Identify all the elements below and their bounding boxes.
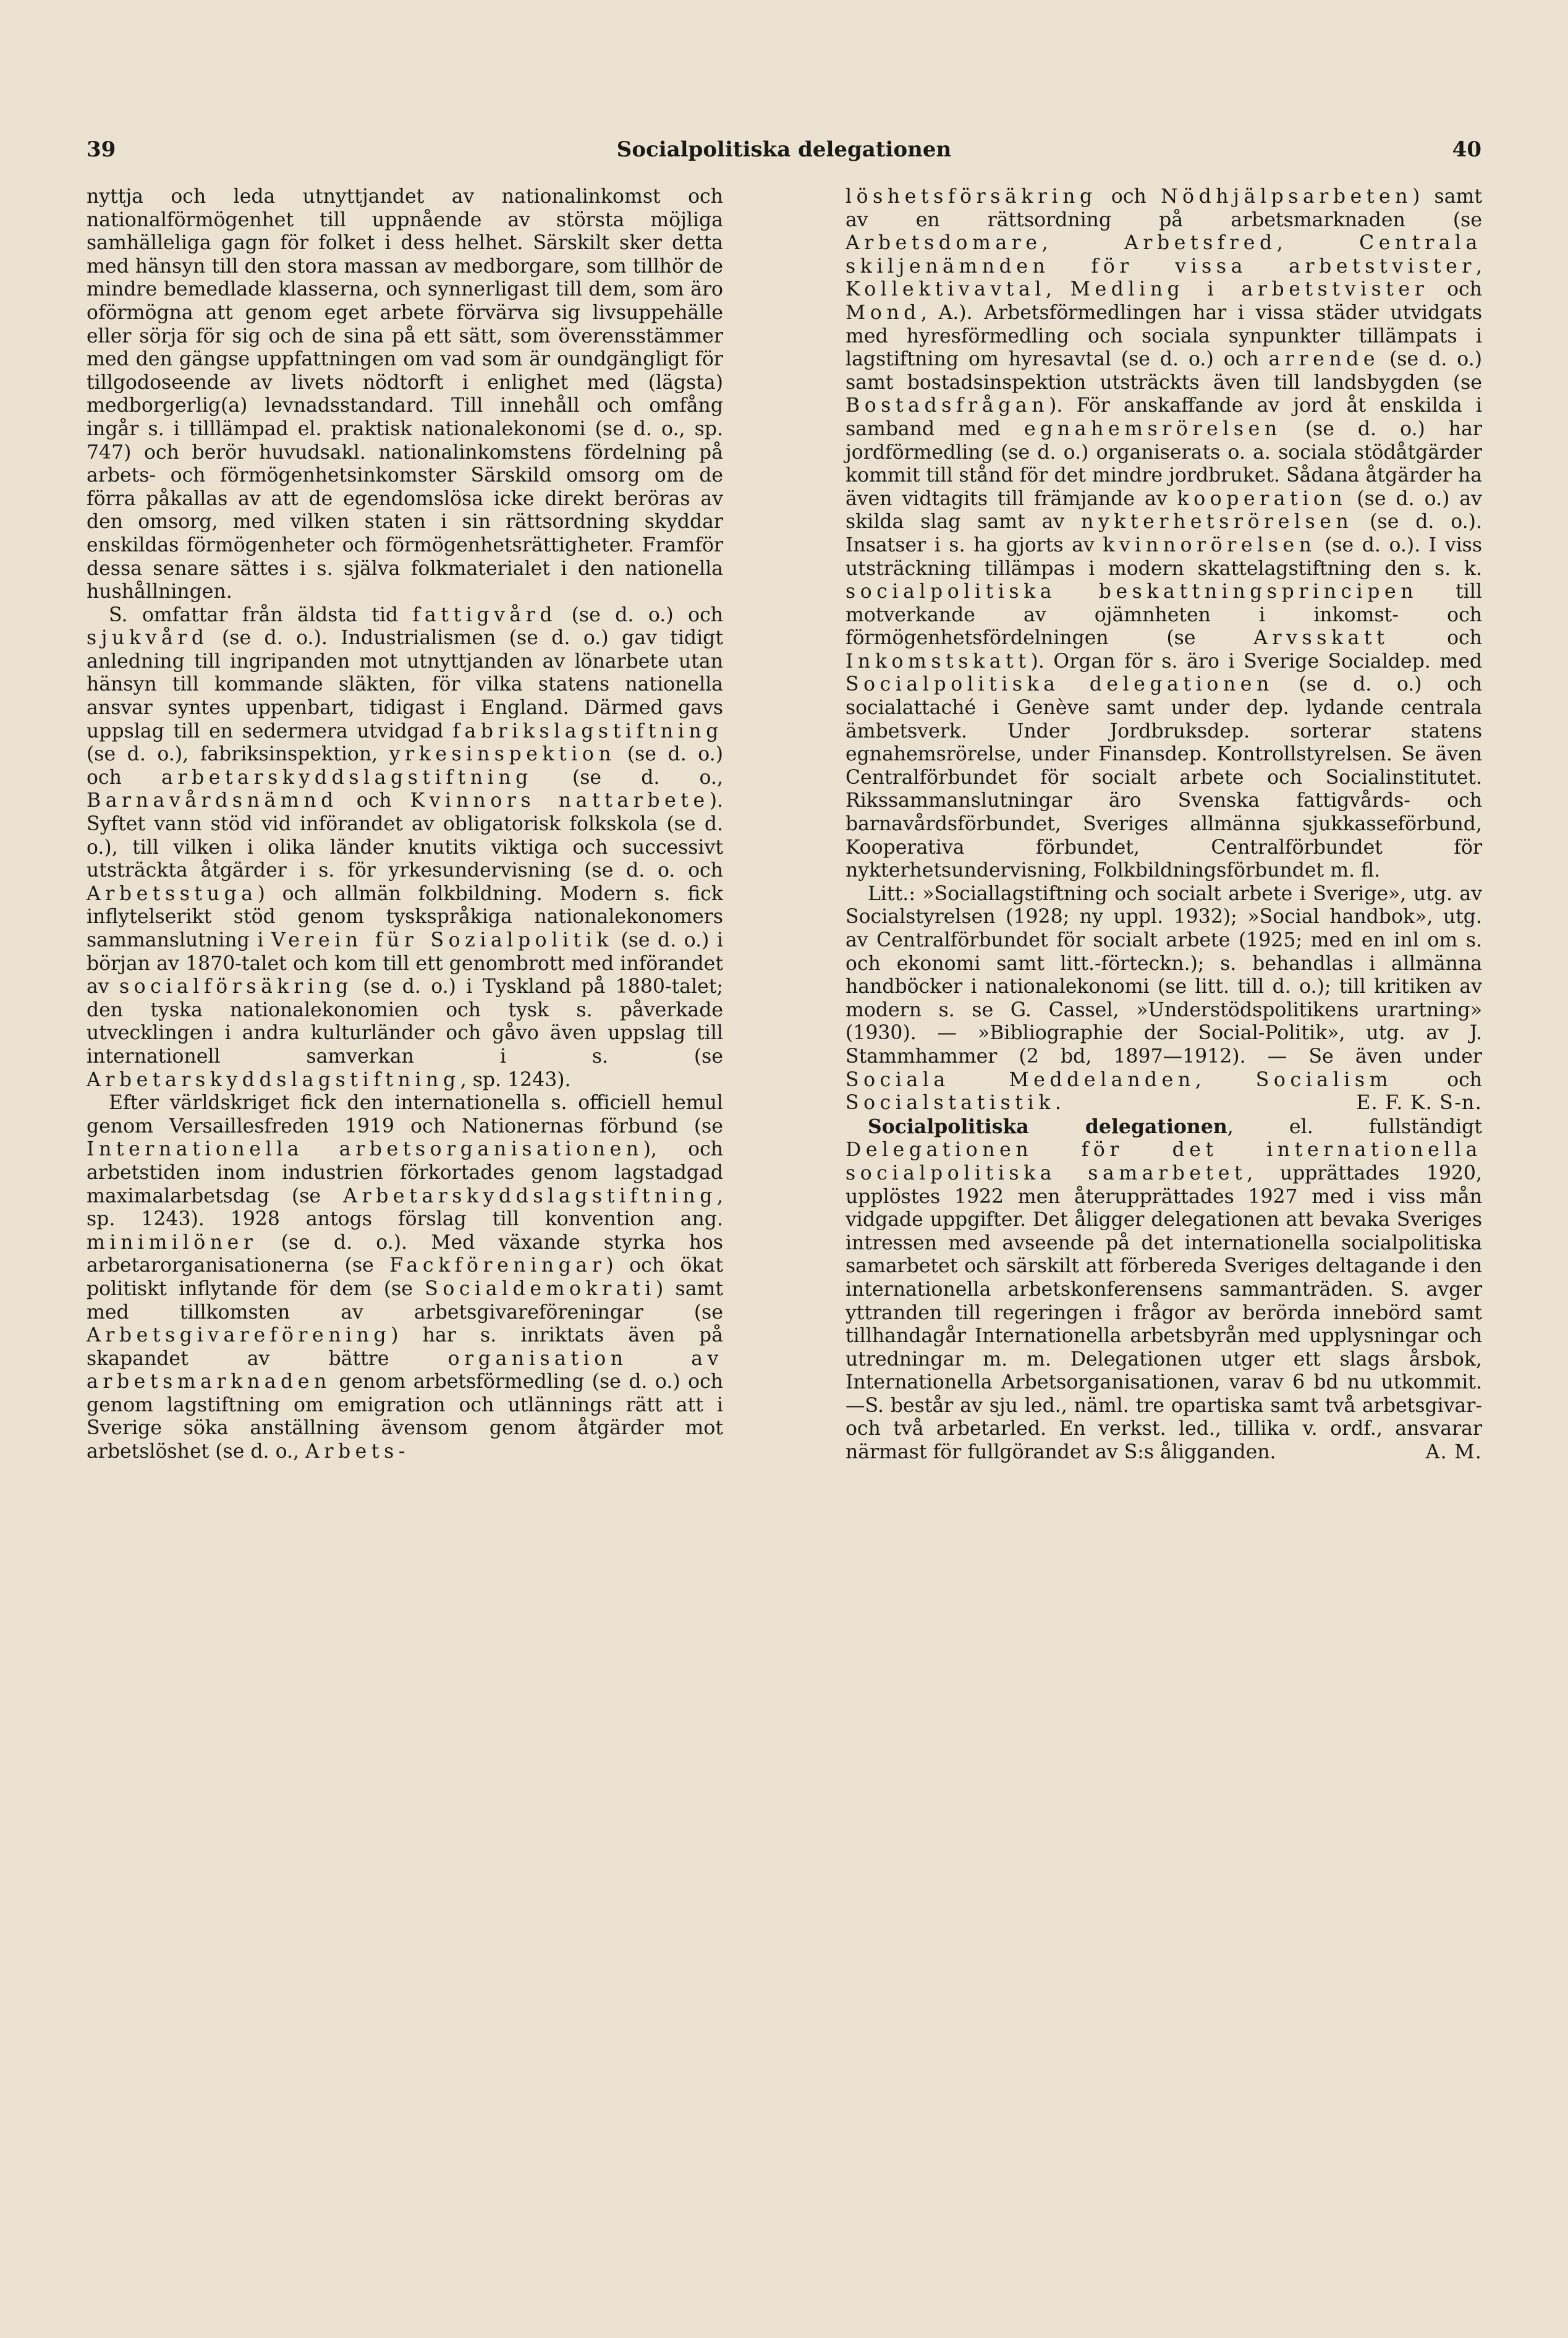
paragraph-literature: Litt.: »Sociallagstiftning och socialt arbete i Sverige», utg. av Socialstyrelsen (1928; ny uppl. 1932); »Social handbok», utg. av Centralförbundet för socialt arbete (1925; med en inl om s. och ekonomi samt litt.-förteckn.); s. behandlas i allmänna handböcker i nationalekonomi (se litt. till d. o.); till kritiken av modern s. se G. Cassel, »Understödspolitikens urartning» (1930). — »Bibliographie der Social-Politik», utg. av J. Stammhammer (2 bd, 1897—1912). — Se även under Sociala Meddelanden, Socialism och Socialstatistik. E. F. K. S-n. — [845, 882, 1482, 1115]
cross-reference: Barnavårdsnämnd — [87, 789, 338, 812]
cross-reference: organisation av arbetsmarknaden — [87, 1347, 723, 1393]
entry-socialpolitiska-delegationen: Socialpolitiska delegationen, el. fullständigt Delegationen för det internationella socialpolitiska samarbetet, upprättades 1920, upplöstes 1922 men återupprättades 1927 med i viss mån vidgade uppgifter. Det åligger delegationen att bevaka Sveriges intressen med avseende på det internationella socialpolitiska samarbetet och särskilt att förbereda Sveriges deltagande i den internationella arbetskonferensens sammanträden. S. avger yttranden till regeringen i frågor av berörda innebörd samt tillhandagår Internationella arbetsbyrån med upplysningar och utredningar m. m. Delegationen utger ett slags årsbok, Internationella Arbetsorganisationen, varav 6 bd nu utkommit. —S. består av sju led., näml. tre opartiska samt två arbetsgivar- och två arbetarled. En verkst. led., tillika v. ordf., ansvarar närmast för fullgörandet av S:s åligganden. A. M. — [845, 1115, 1482, 1464]
author-signature: A. M. — [1425, 1441, 1482, 1464]
paragraph-continued: nyttja och leda utnyttjandet av nationalinkomst och nationalförmögenhet till uppnående av största möjliga samhälleliga gagn för folket i dess helhet. Särskilt sker detta med hänsyn till den stora massan av medborgare, som tillhör de mindre bemedlade klasserna, och synnerligast till dem, som äro oförmögna att genom eget arbete förvärva sig livsuppehälle eller sörja för sig och de sina på ett sätt, som överensstämmer med den gängse uppfattningen om vad som är oundgängligt för tillgodoseende av livets nödtorft i enlighet med (lägsta) medborgerlig(a) levnadsstandard. Till innehåll och omfång ingår s. i tilllämpad el. praktisk nationalekonomi (se d. o., sp. 747) och berör huvudsakl. nationalinkomstens fördelning på arbets- och förmögenhetsinkomster Särskild omsorg om de förra påkallas av att de egendomslösa icke direkt beröras av den omsorg, med vilken staten i sin rättsordning skyddar enskildas förmögenheter och förmögenhetsrättigheter. Framför dessa senare sättes i s. själva folkmaterialet i den nationella hushållningen. — [87, 185, 723, 603]
cross-reference: fattigvård — [412, 603, 557, 626]
cross-reference: nykterhetsrörelsen — [1081, 511, 1354, 533]
cross-reference: Kollektivavtal — [845, 278, 1046, 301]
author-signature: E. F. K. S-n. — [1356, 1092, 1482, 1115]
cross-reference: Arbetsstuga — [87, 882, 258, 905]
cross-reference: fabrikslagstiftning — [452, 720, 723, 742]
cross-reference: Inkomstskatt — [845, 650, 1031, 673]
cross-reference: Socialdemokrati — [425, 1277, 656, 1300]
cross-reference: Fackföreningar — [389, 1254, 606, 1277]
cross-reference: löshetsförsäkring — [845, 185, 1097, 208]
cross-reference: Nödhjälpsarbeten — [1160, 185, 1413, 208]
cross-reference: socialpolitiska beskattningsprincipen — [845, 580, 1418, 603]
entry-headword: Socialpolitiska delegationen — [868, 1115, 1227, 1138]
cross-reference: Mond — [845, 301, 921, 324]
cross-reference: Centrala skiljenämnden för vissa arbetstvister — [845, 232, 1483, 278]
column-left — [87, 185, 723, 1464]
page-number-right: 40 — [1452, 137, 1481, 162]
cross-reference: Socialpolitiska delegationen — [845, 673, 1274, 696]
cross-reference: Arvsskatt — [1253, 627, 1389, 650]
cross-reference: Medling i arbetstvister — [1070, 278, 1429, 301]
page-number-left: 39 — [87, 137, 116, 162]
cross-reference: arbetarskyddslagstiftning — [161, 766, 533, 789]
cross-reference: Socialstatistik — [845, 1092, 1055, 1115]
cross-reference: socialförsäkring — [119, 976, 353, 998]
cross-reference: Kvinnors nattarbete — [410, 789, 710, 812]
cross-reference: sjukvård — [87, 627, 209, 650]
cross-reference: Arbetarskyddslagstiftning — [343, 1184, 717, 1207]
cross-reference: Bostadsfrågan — [845, 394, 1049, 417]
cross-reference: Arbetsdomare — [845, 232, 1042, 255]
cross-reference: kvinnorörelsen — [1103, 533, 1316, 556]
running-title: Socialpolitiska delegationen — [616, 137, 952, 162]
cross-reference: Verein für Sozialpolitik — [271, 929, 613, 951]
paragraph-continued: löshetsförsäkring och Nödhjälpsarbeten) samt av en rättsordning på arbetsmarknaden (se Arbetsdomare, Arbetsfred, Centrala skiljenämnden för vissa arbetstvister, Kollektivavtal, Medling i arbetstvister och Mond, A.). Arbetsförmedlingen har i vissa städer utvidgats med hyresförmedling och sociala synpunkter tillämpats i lagstiftning om hyresavtal (se d. o.) och arrende (se d. o.) samt bostadsinspektion utsträckts även till landsbygden (se Bostadsfrågan). För anskaffande av jord åt enskilda i samband med egnahemsrörelsen (se d. o.) har jordförmedling (se d. o.) organiserats o. a. sociala stödåtgärder kommit till stånd för det mindre jordbruket. Sådana åtgärder ha även vidtagits till främjande av kooperation (se d. o.) av skilda slag samt av nykterhetsrörelsen (se d. o.). Insatser i s. ha gjorts av kvinnorörelsen (se d. o.). I viss utsträckning tillämpas i modern skattelagstiftning den s. k. socialpolitiska beskattningsprincipen till motverkande av ojämnheten i inkomst- och förmögenhetsfördelningen (se Arvsskatt och Inkomstskatt). Organ för s. äro i Sverige Socialdep. med Socialpolitiska delegationen (se d. o.) och socialattaché i Genève samt under dep. lydande centrala ämbetsverk. Under Jordbruksdep. sorterar statens egnahemsrörelse, under Finansdep. Kontrollstyrelsen. Se även Centralförbundet för socialt arbete och Socialinstitutet. Rikssammanslutningar äro Svenska fattigvårds- och barnavårdsförbundet, Sveriges allmänna sjukkasseförbund, Kooperativa förbundet, Centralförbundet för nykterhetsundervisning, Folkbildningsförbundet m. fl. — [845, 185, 1483, 882]
cross-reference: Sociala Meddelanden — [845, 1068, 1195, 1091]
cross-reference: minimilöner — [87, 1231, 258, 1254]
cross-reference: Arbetsfred — [1124, 232, 1277, 255]
paragraph-scope: S. omfattar från äldsta tid fattigvård (se d. o.) och sjukvård (se d. o.). Industrialismen (se d. o.) gav tidigt anledning till ingripanden mot utnyttjanden av lönarbete utan hänsyn till kommande släkten, för vilka statens nationella ansvar syntes uppenbart, tidigast i England. Därmed gavs uppslag till en sedermera utvidgad fabrikslagstiftning (se d. o.), fabriksinspektion, yrkesinspektion (se d. o.) och arbetarskyddslagstiftning (se d. o., Barnavårdsnämnd och Kvinnors nattarbete). Syftet vann stöd vid införandet av obligatorisk folkskola (se d. o.), till vilken i olika länder knutits viktiga och successivt utsträckta åtgärder i s. för yrkesundervisning (se d. o. och Arbetsstuga) och allmän folkbildning. Modern s. fick inflytelserikt stöd genom tyskspråkiga nationalekonomers sammanslutning i Verein für Sozialpolitik (se d. o.) i början av 1870-talet och kom till ett genombrott med införandet av socialförsäkring (se d. o.) i Tyskland på 1880-talet; den tyska nationalekonomien och tysk s. påverkade utvecklingen i andra kulturländer och gåvo även uppslag till internationell samverkan i s. (se Arbetarskyddslagstiftning, sp. 1243). — [87, 603, 724, 1091]
cross-reference: Arbetarskyddslagstiftning — [87, 1068, 460, 1091]
cross-reference: Arbets- — [305, 1440, 410, 1463]
cross-reference: yrkesinspektion — [389, 743, 616, 766]
cross-reference: Socialism — [1255, 1068, 1393, 1091]
cross-reference: arrende — [1268, 348, 1380, 371]
column-right — [845, 185, 1482, 1464]
paragraph-postwar: Efter världskriget fick den internationella s. officiell hemul genom Versaillesfreden 1919 och Nationernas förbund (se Internationella arbetsorganisationen), och arbetstiden inom industrien förkortades genom lagstadgad maximalarbetsdag (se Arbetarskyddslagstiftning, sp. 1243). 1928 antogs förslag till konvention ang. minimilöner (se d. o.). Med växande styrka hos arbetarorganisationerna (se Fackföreningar) och ökat politiskt inflytande för dem (se Socialdemokrati) samt med tillkomsten av arbetsgivareföreningar (se Arbetsgivareförening) har s. inriktats även på skapandet av bättre organisation av arbetsmarknaden genom arbetsförmedling (se d. o.) och genom lagstiftning om emigration och utlännings rätt att i Sverige söka anställning ävensom genom åtgärder mot arbetslöshet (se d. o., Arbets- — [87, 1092, 723, 1463]
running-header — [87, 137, 1481, 174]
cross-reference: kooperation — [1177, 487, 1347, 510]
cross-reference: egnahemsrörelsen — [1023, 417, 1282, 440]
cross-reference: Internationella arbetsorganisationen — [87, 1138, 643, 1161]
cross-reference: Arbetsgivareförening — [87, 1324, 391, 1347]
cross-reference: Delegationen för det internationella socialpolitiska samarbetet — [845, 1139, 1482, 1184]
